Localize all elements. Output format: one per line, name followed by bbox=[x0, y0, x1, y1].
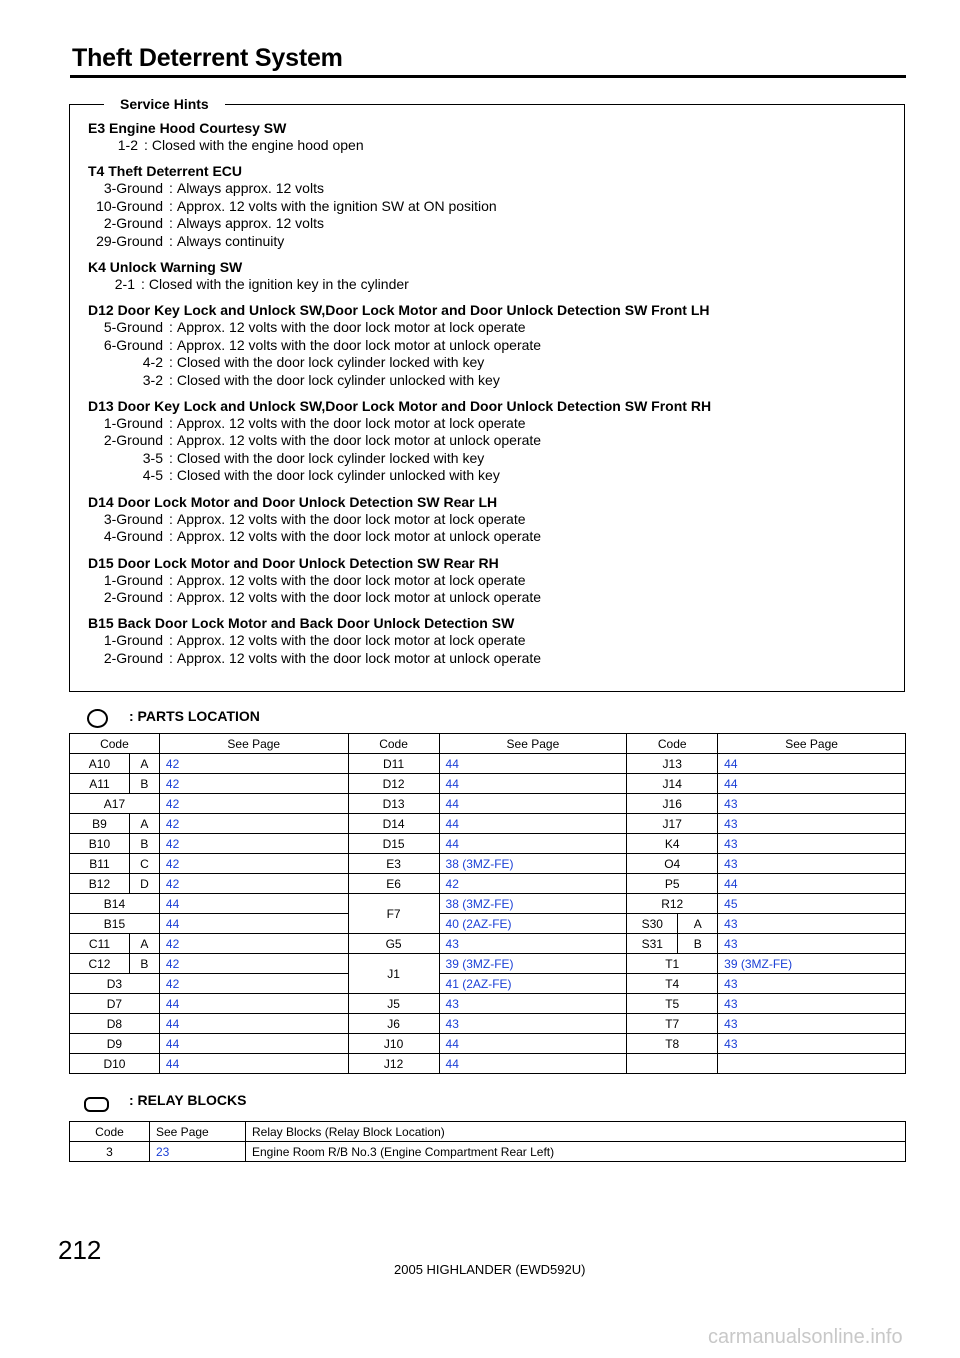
hint-pin: 1-2 bbox=[117, 137, 138, 153]
see-page-link[interactable]: 43 bbox=[718, 794, 906, 814]
see-page-link[interactable] bbox=[718, 1054, 906, 1074]
code-cell: E3 bbox=[348, 854, 439, 874]
table-row bbox=[70, 834, 906, 854]
hint-pin: 1-Ground bbox=[103, 632, 163, 649]
hint-line bbox=[88, 319, 898, 336]
see-page-link[interactable]: 42 bbox=[159, 934, 348, 954]
code-cell: D3 bbox=[70, 974, 160, 994]
see-page-link[interactable]: 39 (3MZ-FE) bbox=[439, 954, 627, 974]
table-row bbox=[70, 794, 906, 814]
code-cell: C12 bbox=[70, 954, 130, 974]
table-row bbox=[70, 994, 906, 1014]
hint-line bbox=[88, 572, 898, 589]
hint-text: Closed with the door lock cylinder locked with key bbox=[176, 449, 485, 466]
hint-colon: : bbox=[169, 415, 173, 432]
see-page-link[interactable]: 44 bbox=[439, 814, 627, 834]
watermark: carmanualsonline.info bbox=[708, 1326, 903, 1348]
relay-header-see-page: See Page bbox=[150, 1122, 246, 1142]
see-page-link[interactable]: 43 bbox=[718, 834, 906, 854]
code-cell: B12 bbox=[70, 874, 130, 894]
hint-colon: : bbox=[169, 319, 173, 336]
hint-group-title: E3 Engine Hood Courtesy SW bbox=[88, 120, 287, 136]
see-page-link[interactable]: 44 bbox=[159, 1034, 348, 1054]
parts-location-label: : PARTS LOCATION bbox=[129, 708, 260, 724]
hint-line bbox=[88, 632, 898, 649]
hint-pin: 6-Ground bbox=[103, 336, 163, 353]
hint-group-title: T4 Theft Deterrent ECU bbox=[88, 163, 243, 180]
see-page-link[interactable]: 42 bbox=[159, 754, 348, 774]
code-sub-cell: B bbox=[129, 834, 159, 854]
table-row bbox=[70, 1014, 906, 1034]
see-page-link[interactable]: 43 bbox=[718, 994, 906, 1014]
see-page-link[interactable]: 43 bbox=[439, 994, 627, 1014]
code-sub-cell: A bbox=[129, 934, 159, 954]
see-page-link[interactable]: 42 bbox=[159, 814, 348, 834]
code-cell: J6 bbox=[348, 1014, 439, 1034]
hint-group-title: K4 Unlock Warning SW bbox=[88, 259, 243, 276]
hint-pin: 29-Ground bbox=[96, 232, 163, 249]
code-sub-cell: D bbox=[129, 874, 159, 894]
code-cell: B11 bbox=[70, 854, 130, 874]
hint-text: Approx. 12 volts with the door lock motor at unlock operate bbox=[176, 528, 542, 545]
code-cell: J10 bbox=[348, 1034, 439, 1054]
hint-pin: 2-Ground bbox=[103, 215, 163, 232]
hint-text: Always approx. 12 volts bbox=[176, 215, 324, 232]
see-page-link[interactable]: 43 bbox=[439, 934, 627, 954]
hint-colon: : bbox=[144, 137, 148, 153]
hint-colon: : bbox=[169, 588, 173, 605]
hint-text: Approx. 12 volts with the door lock motor at unlock operate bbox=[176, 588, 542, 605]
code-cell: J12 bbox=[348, 1054, 439, 1074]
code-cell: A10 bbox=[70, 754, 130, 774]
hint-group bbox=[88, 493, 898, 546]
relay-blocks-label: : RELAY BLOCKS bbox=[129, 1092, 247, 1108]
code-cell: D7 bbox=[70, 994, 160, 1014]
hint-colon: : bbox=[169, 632, 173, 649]
title-rule bbox=[70, 75, 906, 78]
hint-line bbox=[88, 354, 898, 371]
table-row bbox=[70, 894, 906, 914]
hint-text: Closed with the door lock cylinder locked with key bbox=[176, 354, 485, 371]
hint-pin: 3-Ground bbox=[103, 180, 163, 197]
hint-group-title: D14 Door Lock Motor and Door Unlock Detection SW Rear LH bbox=[88, 493, 498, 510]
service-hints-content bbox=[88, 119, 898, 675]
hint-text: Always continuity bbox=[176, 232, 285, 249]
code-cell: J5 bbox=[348, 994, 439, 1014]
code-cell: B10 bbox=[70, 834, 130, 854]
see-page-link[interactable]: 43 bbox=[718, 1034, 906, 1054]
code-sub-cell: B bbox=[678, 934, 718, 954]
code-cell: J17 bbox=[627, 814, 718, 834]
hint-pin: 1-Ground bbox=[103, 415, 163, 432]
code-cell: D12 bbox=[348, 774, 439, 794]
table-row bbox=[70, 814, 906, 834]
hint-text: Approx. 12 volts with the door lock motor at unlock operate bbox=[176, 336, 542, 353]
see-page-link[interactable]: 44 bbox=[159, 994, 348, 1014]
relay-header-location: Relay Blocks (Relay Block Location) bbox=[246, 1122, 906, 1142]
hint-line bbox=[88, 528, 898, 545]
see-page-link[interactable]: 44 bbox=[439, 774, 627, 794]
see-page-link[interactable]: 43 bbox=[718, 914, 906, 934]
hint-colon: : bbox=[169, 336, 173, 353]
code-cell: R12 bbox=[627, 894, 718, 914]
relay-table-header-row bbox=[70, 1122, 906, 1142]
table-row bbox=[70, 1034, 906, 1054]
hint-line bbox=[88, 415, 898, 432]
code-sub-cell: C bbox=[129, 854, 159, 874]
table-row bbox=[70, 934, 906, 954]
hint-colon: : bbox=[169, 432, 173, 449]
see-page-link[interactable]: 42 bbox=[159, 954, 348, 974]
hint-text: Closed with the door lock cylinder unlocked with key bbox=[176, 467, 500, 484]
header-see-page: See Page bbox=[439, 734, 627, 754]
code-cell: D11 bbox=[348, 754, 439, 774]
hint-pin: 10-Ground bbox=[96, 197, 163, 214]
relay-location-cell: Engine Room R/B No.3 (Engine Compartment Rear Left) bbox=[246, 1142, 906, 1162]
code-cell: D14 bbox=[348, 814, 439, 834]
hint-text: Approx. 12 volts with the door lock motor at unlock operate bbox=[176, 649, 542, 666]
hint-group-title: D13 Door Key Lock and Unlock SW,Door Lock Motor and Door Unlock Detection SW Front RH bbox=[88, 398, 712, 415]
hint-colon: : bbox=[169, 197, 173, 214]
see-page-link[interactable]: 43 bbox=[718, 814, 906, 834]
hint-text: Approx. 12 volts with the ignition SW at ON position bbox=[176, 197, 497, 214]
see-page-link[interactable]: 44 bbox=[159, 1054, 348, 1074]
see-page-link[interactable]: 41 (2AZ-FE) bbox=[439, 974, 627, 994]
hint-text: Closed with the ignition key in the cylinder bbox=[148, 276, 409, 293]
hint-text: Always approx. 12 volts bbox=[176, 180, 324, 197]
hint-colon: : bbox=[169, 449, 173, 466]
hint-text: Approx. 12 volts with the door lock motor at lock operate bbox=[176, 319, 526, 336]
code-cell: O4 bbox=[627, 854, 718, 874]
hint-group-title: D12 Door Key Lock and Unlock SW,Door Lock Motor and Door Unlock Detection SW Front LH bbox=[88, 302, 710, 319]
hint-colon: : bbox=[169, 528, 173, 545]
hint-line bbox=[88, 233, 898, 250]
hint-line bbox=[88, 589, 898, 606]
hint-pin: 2-Ground bbox=[103, 588, 163, 605]
code-cell: D13 bbox=[348, 794, 439, 814]
table-row bbox=[70, 774, 906, 794]
hint-group bbox=[88, 397, 898, 485]
hint-group bbox=[88, 301, 898, 389]
code-cell: B14 bbox=[70, 894, 160, 914]
code-cell: D15 bbox=[348, 834, 439, 854]
table-row bbox=[70, 914, 906, 934]
hint-group-title: D15 Door Lock Motor and Door Unlock Detection SW Rear RH bbox=[88, 554, 499, 571]
code-sub-cell: B bbox=[129, 774, 159, 794]
code-cell: T1 bbox=[627, 954, 718, 974]
code-sub-cell: A bbox=[678, 914, 718, 934]
relay-row bbox=[70, 1142, 906, 1162]
see-page-link[interactable]: 43 bbox=[439, 1014, 627, 1034]
hint-text: Closed with the door lock cylinder unlocked with key bbox=[176, 371, 500, 388]
see-page-link[interactable]: 42 bbox=[159, 854, 348, 874]
code-cell: F7 bbox=[348, 894, 439, 934]
hint-line bbox=[88, 137, 898, 154]
code-cell: T8 bbox=[627, 1034, 718, 1054]
see-page-link[interactable]: 45 bbox=[718, 894, 906, 914]
hint-line bbox=[88, 198, 898, 215]
code-cell: A17 bbox=[70, 794, 160, 814]
parts-location-icon bbox=[87, 709, 108, 728]
see-page-link[interactable]: 42 bbox=[159, 794, 348, 814]
hint-text: Approx. 12 volts with the door lock motor at lock operate bbox=[176, 415, 526, 432]
table-row bbox=[70, 1054, 906, 1074]
code-cell: J16 bbox=[627, 794, 718, 814]
page-number: 212 bbox=[58, 1235, 102, 1265]
hint-colon: : bbox=[169, 510, 173, 527]
header-code: Code bbox=[348, 734, 439, 754]
see-page-link[interactable]: 38 (3MZ-FE) bbox=[439, 854, 627, 874]
see-page-link[interactable]: 42 bbox=[159, 874, 348, 894]
hint-group bbox=[88, 614, 898, 667]
hint-group-title: B15 Back Door Lock Motor and Back Door Unlock Detection SW bbox=[88, 615, 515, 632]
hint-line bbox=[88, 650, 898, 667]
header-see-page: See Page bbox=[718, 734, 906, 754]
code-sub-cell: B bbox=[129, 954, 159, 974]
see-page-link[interactable]: 44 bbox=[159, 1014, 348, 1034]
hint-line bbox=[88, 511, 898, 528]
see-page-link[interactable]: 44 bbox=[439, 1034, 627, 1054]
hint-colon: : bbox=[169, 371, 173, 388]
hint-colon: : bbox=[169, 354, 173, 371]
hint-colon: : bbox=[169, 232, 173, 249]
hint-line bbox=[88, 180, 898, 197]
code-cell: G5 bbox=[348, 934, 439, 954]
hint-text: Approx. 12 volts with the door lock motor at lock operate bbox=[176, 632, 526, 649]
header-see-page: See Page bbox=[159, 734, 348, 754]
hint-colon: : bbox=[169, 215, 173, 232]
hint-group bbox=[88, 162, 898, 250]
service-hints-legend: Service Hints bbox=[104, 96, 225, 112]
hint-colon: : bbox=[169, 649, 173, 666]
hint-colon: : bbox=[141, 276, 145, 293]
code-sub-cell: A bbox=[129, 814, 159, 834]
table-row bbox=[70, 854, 906, 874]
code-cell: J13 bbox=[627, 754, 718, 774]
hint-line bbox=[88, 215, 898, 232]
see-page-link[interactable]: 44 bbox=[439, 834, 627, 854]
see-page-link[interactable]: 43 bbox=[718, 974, 906, 994]
hint-colon: : bbox=[169, 180, 173, 197]
hint-pin: 4-2 bbox=[142, 354, 163, 371]
code-cell: B9 bbox=[70, 814, 130, 834]
page-title: Theft Deterrent System bbox=[72, 44, 343, 72]
relay-block-icon bbox=[84, 1097, 109, 1112]
code-cell: A11 bbox=[70, 774, 130, 794]
code-cell: S31 bbox=[627, 934, 678, 954]
hint-pin: 2-Ground bbox=[103, 432, 163, 449]
code-cell: B15 bbox=[70, 914, 160, 934]
hint-group bbox=[88, 554, 898, 607]
see-page-link[interactable]: 44 bbox=[439, 794, 627, 814]
header-code: Code bbox=[627, 734, 718, 754]
see-page-link[interactable]: 42 bbox=[159, 774, 348, 794]
see-page-link[interactable]: 43 bbox=[718, 934, 906, 954]
code-cell: S30 bbox=[627, 914, 678, 934]
hint-pin: 4-5 bbox=[142, 467, 163, 484]
see-page-link[interactable]: 42 bbox=[159, 834, 348, 854]
relay-blocks-table bbox=[69, 1121, 906, 1162]
hint-line bbox=[88, 372, 898, 389]
see-page-link[interactable]: 38 (3MZ-FE) bbox=[439, 894, 627, 914]
code-cell: T5 bbox=[627, 994, 718, 1014]
hint-line bbox=[88, 467, 898, 484]
see-page-link[interactable]: 44 bbox=[159, 914, 348, 934]
see-page-link[interactable]: 44 bbox=[159, 894, 348, 914]
code-cell: K4 bbox=[627, 834, 718, 854]
see-page-link[interactable]: 44 bbox=[718, 774, 906, 794]
relay-code-cell: 3 bbox=[70, 1142, 150, 1162]
hint-text: Approx. 12 volts with the door lock motor at lock operate bbox=[176, 510, 526, 527]
code-cell: E6 bbox=[348, 874, 439, 894]
hint-text: Approx. 12 volts with the door lock motor at lock operate bbox=[176, 571, 526, 588]
see-page-link[interactable]: 44 bbox=[439, 1054, 627, 1074]
code-cell: J14 bbox=[627, 774, 718, 794]
hint-pin: 3-Ground bbox=[103, 510, 163, 527]
hint-line bbox=[88, 432, 898, 449]
code-cell: D8 bbox=[70, 1014, 160, 1034]
code-cell: D9 bbox=[70, 1034, 160, 1054]
relay-header-code: Code bbox=[70, 1122, 150, 1142]
hint-colon: : bbox=[169, 467, 173, 484]
hint-pin: 4-Ground bbox=[103, 528, 163, 545]
see-page-link[interactable]: 39 (3MZ-FE) bbox=[718, 954, 906, 974]
hint-pin: 2-1 bbox=[114, 276, 135, 293]
hint-line bbox=[88, 276, 898, 293]
see-page-link[interactable]: 23 bbox=[150, 1142, 246, 1162]
table-row bbox=[70, 754, 906, 774]
see-page-link[interactable]: 43 bbox=[718, 854, 906, 874]
hint-group bbox=[88, 119, 898, 154]
table-row bbox=[70, 874, 906, 894]
header-code: Code bbox=[70, 734, 160, 754]
see-page-link[interactable]: 43 bbox=[718, 1014, 906, 1034]
see-page-link[interactable]: 40 (2AZ-FE) bbox=[439, 914, 627, 934]
hint-pin: 2-Ground bbox=[103, 649, 163, 666]
code-cell: P5 bbox=[627, 874, 718, 894]
hint-text: Approx. 12 volts with the door lock motor at unlock operate bbox=[176, 432, 542, 449]
parts-location-table bbox=[69, 733, 906, 1074]
code-sub-cell: A bbox=[129, 754, 159, 774]
code-cell: T4 bbox=[627, 974, 718, 994]
table-row bbox=[70, 974, 906, 994]
hint-pin: 3-2 bbox=[142, 371, 163, 388]
parts-table-header-row bbox=[70, 734, 906, 754]
hint-pin: 1-Ground bbox=[103, 571, 163, 588]
code-cell: D10 bbox=[70, 1054, 160, 1074]
code-cell bbox=[627, 1054, 718, 1074]
code-cell: T7 bbox=[627, 1014, 718, 1034]
hint-pin: 3-5 bbox=[142, 449, 163, 466]
hint-pin: 5-Ground bbox=[103, 319, 163, 336]
see-page-link[interactable]: 44 bbox=[718, 874, 906, 894]
hint-line bbox=[88, 450, 898, 467]
table-row bbox=[70, 954, 906, 974]
hint-text: Closed with the engine hood open bbox=[151, 137, 364, 153]
hint-group bbox=[88, 258, 898, 293]
code-cell: C11 bbox=[70, 934, 130, 954]
hint-colon: : bbox=[169, 571, 173, 588]
see-page-link[interactable]: 44 bbox=[439, 754, 627, 774]
see-page-link[interactable]: 44 bbox=[718, 754, 906, 774]
hint-line bbox=[88, 337, 898, 354]
footer-model: 2005 HIGHLANDER (EWD592U) bbox=[394, 1262, 586, 1277]
code-cell: J1 bbox=[348, 954, 439, 994]
see-page-link[interactable]: 42 bbox=[439, 874, 627, 894]
see-page-link[interactable]: 42 bbox=[159, 974, 348, 994]
